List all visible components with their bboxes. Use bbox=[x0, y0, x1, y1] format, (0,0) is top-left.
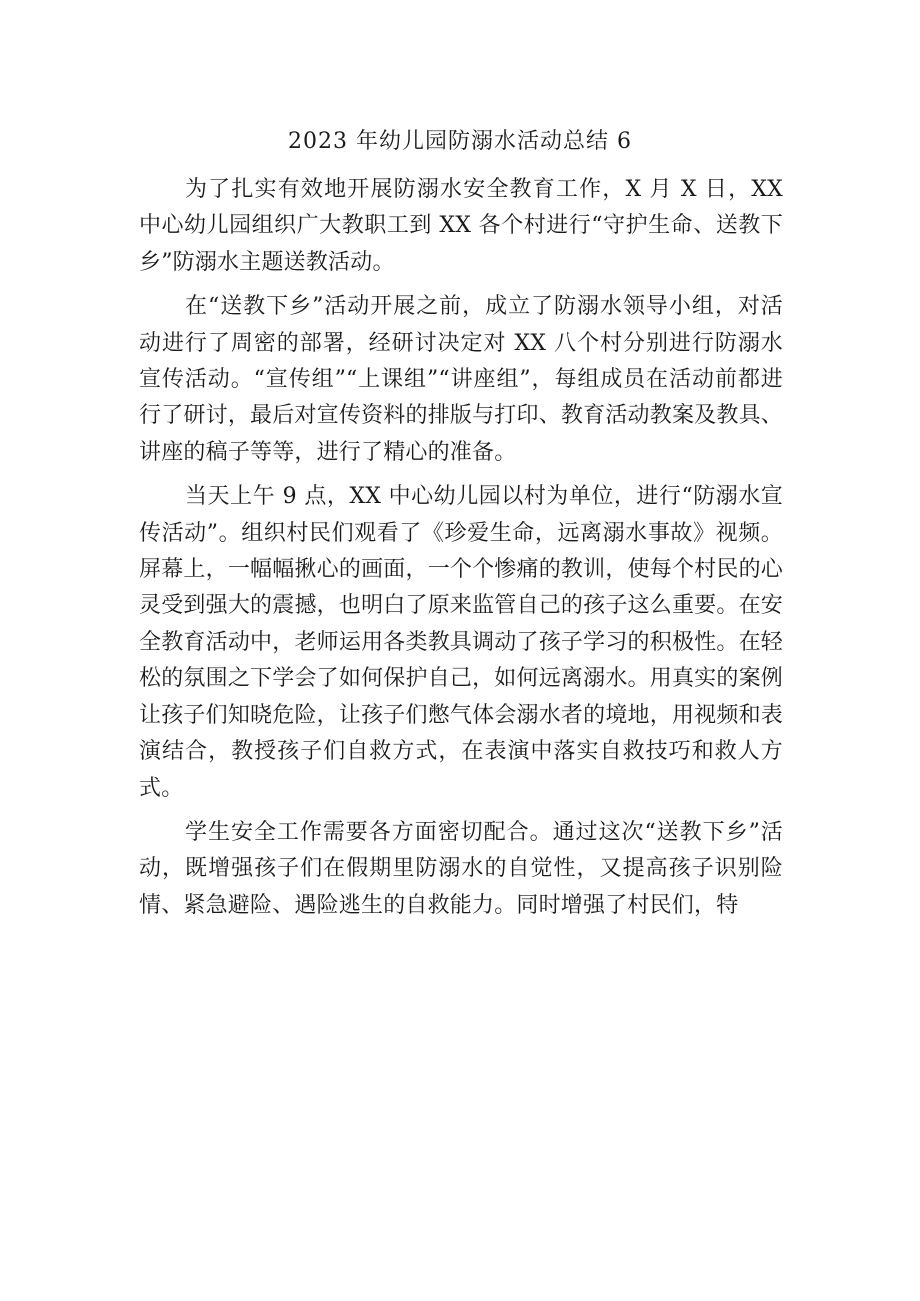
paragraph-preparation: 在“送教下乡”活动开展之前，成立了防溺水领导小组，对活动进行了周密的部署，经研讨决定对 XX 八个村分别进行防溺水宣传活动。“宣传组”“上课组”“讲座组”，每组成员在活动前都进行了研讨，最后对宣传资料的排版与打印、教育活动教案及教具、讲座的稿子等等，进行了精心的准备。 bbox=[139, 294, 783, 465]
document-body bbox=[139, 172, 783, 932]
paragraph-summary: 学生安全工作需要各方面密切配合。通过这次“送教下乡”活动，既增强孩子们在假期里防溺水的自觉性，又提高孩子识别险情、紧急避险、遇险逃生的自救能力。同时增强了村民们，特 bbox=[139, 819, 783, 918]
document-title: 2023 年幼儿园防溺水活动总结 6 bbox=[288, 129, 632, 154]
paragraph-activity: 当天上午 9 点，XX 中心幼儿园以村为单位，进行“防溺水宣传活动”。组织村民们观看了《珍爱生命，远离溺水事故》视频。屏幕上，一幅幅揪心的画面，一个个惨痛的教训，使每个村民的心灵受到强大的震撼，也明白了原来监管自己的孩子这么重要。在安全教育活动中，老师运用各类教具调动了孩子学习的积极性。在轻松的氛围之下学会了如何保护自己，如何远离溺水。用真实的案例让孩子们知晓危险，让孩子们憋气体会溺水者的境地，用视频和表演结合，教授孩子们自救方式，在表演中落实自救技巧和救人方式。 bbox=[139, 484, 783, 801]
paragraph-intro: 为了扎实有效地开展防溺水安全教育工作，X 月 X 日，XX 中心幼儿园组织广大教职工到 XX 各个村进行“守护生命、送教下乡”防溺水主题送教活动。 bbox=[139, 177, 783, 275]
